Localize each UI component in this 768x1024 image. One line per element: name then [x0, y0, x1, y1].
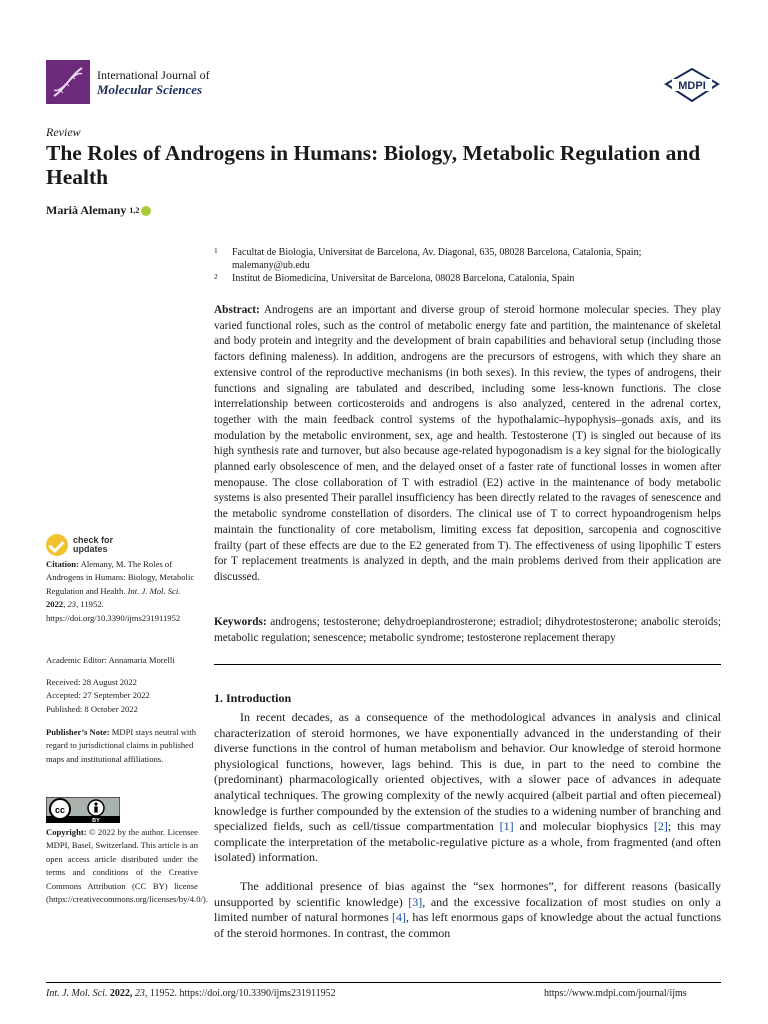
cc-badge-label: BY — [92, 818, 100, 823]
footer-journal: Int. J. Mol. Sci. — [46, 988, 108, 999]
paragraph-text: The additional presence of bias against the “sex hormones”, for different reasons (basically unsupported by scientific knowledge) — [214, 879, 721, 909]
citation-doi[interactable]: 11952. https://doi.org/10.3390/ijms231911952 — [46, 599, 181, 623]
author-affiliation-marks: 1,2 — [129, 206, 140, 215]
footer-doi[interactable]: 11952. https://doi.org/10.3390/ijms231911952 — [149, 988, 336, 999]
citation-journal: Int. J. Mol. Sci. — [127, 585, 181, 596]
publisher-note — [46, 726, 198, 766]
citation-block: Citation: Alemany, M. The Roles of Androgens in Humans: Biology, Metabolic Regulation and Health. Int. J. Mol. Sci. 2022, 23, 11952. https://doi.org/10.3390/ijms231911952 — [46, 559, 195, 623]
article-type: Review — [46, 125, 81, 139]
citation-link[interactable]: [3] — [408, 894, 423, 909]
published-date: Published: 8 October 2022 — [46, 703, 138, 714]
keywords-label: Keywords: — [214, 616, 267, 628]
copyright-text: © 2022 by the author. Licensee MDPI, Basel, Switzerland. This article is an open access article distributed under the terms and conditions of the Creative Commons Attribution (CC BY) license (https://creativecommons.org/licenses/by/4.0/). — [46, 827, 208, 905]
intro-paragraph-1 — [214, 710, 721, 866]
mdpi-logo-text: MDPI — [678, 80, 706, 92]
copyright-notice — [46, 826, 208, 906]
citation-link[interactable]: [2] — [653, 819, 668, 834]
affiliation-number: 1 — [214, 246, 218, 255]
footer-divider — [46, 982, 721, 983]
paragraph-text: , has left enormous gaps of knowledge about the actual functions of the steroid hormones. In contrast, the common — [214, 910, 721, 940]
citation-text: Alemany, M. The Roles of Androgens in Humans: Biology, Metabolic Regulation and Health. — [46, 559, 195, 596]
check-updates-line1: check for — [73, 534, 114, 545]
orcid-icon[interactable] — [141, 206, 151, 216]
footer-journal-url[interactable]: https://www.mdpi.com/journal/ijms — [544, 988, 687, 999]
academic-editor: Academic Editor: Annamaria Morelli — [46, 655, 175, 665]
affiliation-number: 2 — [214, 272, 218, 281]
citation-link[interactable]: [4] — [392, 910, 406, 925]
svg-text:cc: cc — [54, 805, 66, 815]
intro-paragraph-2 — [214, 879, 721, 941]
abstract-text: Androgens are an important and diverse group of steroid hormone molecular species. They play varied functional roles, such as the control of metabolic energy fate and partition, the maintenance of skeletal and body protein and integrity and the development of brain capabilities and behavioral setup (including those factors defining maleness). In addition, androgens are the precursors of estrogens, with which they share an extensive control of the reproductive mechanisms (in both sexes). In this review, the types of androgens, their functions and signaling are tabulated and described, including some less-known functions. The close interrelationship between corticosteroids and androgens is also analyzed, centered in the adrenal cortex, together with the main feedback control systems of the hypothalamic–hypophysis–gonads axis, and its modulation by the metabolic environment, sex, age and health. Testosterone (T) is singled out because of its high synthesis rate and turnover, but also because age-related hypogonadism is a key signal for the biologically planned early obsolescence of men, and the delayed onset of a faster rate of functional losses in women after menopause. The close collaboration of T with estradiol (E2) active in the maintenance of body metabolic systems is also presented Their parallel insufficiency has been directly related to the ravages of senescence and the metabolic syndrome constellation of disorders. The clinical use of T to correct hypoandrogenism helps maintain the functionality of core metabolism, limiting excess fat deposition, sarcopenia and cognoscitive frailty (part of these effects are due to the E2 generated from T). The effectiveness of using lipophilic T esters for T replacement treatments is analyzed in depth, and the main problems derived from their application are discussed. — [214, 304, 722, 583]
check-for-updates-button[interactable] — [46, 534, 113, 556]
citation-link[interactable]: [1] — [499, 819, 514, 834]
check-updates-line2: updates — [73, 544, 108, 554]
paragraph-text: ; this may complicate the interpretation of the metabolic-regulative picture as a whole, from fragmented (and often isolated) information. — [214, 819, 722, 865]
publication-dates — [46, 676, 198, 716]
affiliation-text: Institut de Biomedicina, Universitat de Barcelona, 08028 Barcelona, Catalonia, Spain — [232, 273, 575, 284]
footer-citation — [46, 988, 336, 999]
checkmark-icon — [46, 534, 68, 556]
journal-name-line1: International Journal of — [97, 68, 210, 82]
citation-year: 2022 — [46, 599, 64, 610]
abstract — [214, 303, 721, 586]
citation-volume: 23, — [67, 599, 79, 610]
article-title: The Roles of Androgens in Humans: Biology, Metabolic Regulation and Health — [46, 141, 701, 189]
section-heading: 1. Introduction — [214, 691, 292, 705]
affiliation-text: Facultat de Biologia, Universitat de Barcelona, Av. Diagonal, 635, 08028 Barcelona, Catalonia, Spain; malemany@ub.edu — [232, 247, 642, 271]
affiliation-2 — [214, 273, 714, 286]
publisher-note-label: Publisher’s Note: — [46, 727, 110, 737]
cc-by-license-icon[interactable] — [46, 797, 120, 823]
paragraph-text: , and the excessive focalization of most studies on only a limited number of natural hormones — [214, 894, 721, 925]
author-name[interactable]: Marià Alemany — [46, 203, 127, 217]
accepted-date: Accepted: 27 September 2022 — [46, 690, 150, 701]
keywords — [214, 615, 721, 646]
abstract-label: Abstract: — [214, 304, 260, 316]
journal-name-line2: Molecular Sciences — [97, 82, 203, 97]
paragraph-text: and molecular biophysics — [513, 819, 654, 834]
section-divider — [214, 664, 721, 665]
received-date: Received: 28 August 2022 — [46, 677, 137, 687]
keywords-text: androgens; testosterone; dehydroepiandrosterone; estradiol; dihydrotestosterone; anabolic steroids; metabolic regulation; senescence; metabolic syndrome; testosterone replacement therapy — [214, 616, 721, 644]
footer-year: 2022, — [109, 988, 133, 999]
footer-volume: 23, — [134, 988, 148, 999]
mdpi-logo — [664, 68, 720, 102]
check-updates-label — [73, 536, 113, 555]
dna-helix-icon — [46, 60, 90, 104]
publisher-note-text: MDPI stays neutral with regard to jurisdictional claims in published maps and institutional affiliations. — [46, 727, 196, 764]
citation-label: Citation: — [46, 559, 79, 569]
copyright-label: Copyright: — [46, 827, 87, 837]
author — [46, 203, 151, 218]
affiliation-1 — [214, 247, 714, 272]
paragraph-text: In recent decades, as a consequence of the methodological advances in analysis and clinical characterization of steroid hormones, we have exponentially advanced in the understanding of their diverse functions in the control of human metabolism and behavior. Our knowledge of steroid hormone physiological functions, however, lags behind. This is due, in part to the need to combine the (predominant) pharmacologically oriented objectives, with a slower pace of advances in adequate analytical techniques. The growing complexity of the newly acquired (albeit partial and often piecemeal) knowledge is further compounded by the extension of the studies to a widening number of branching and specialized fields, such as cell/tissue compartmentation — [214, 710, 721, 834]
